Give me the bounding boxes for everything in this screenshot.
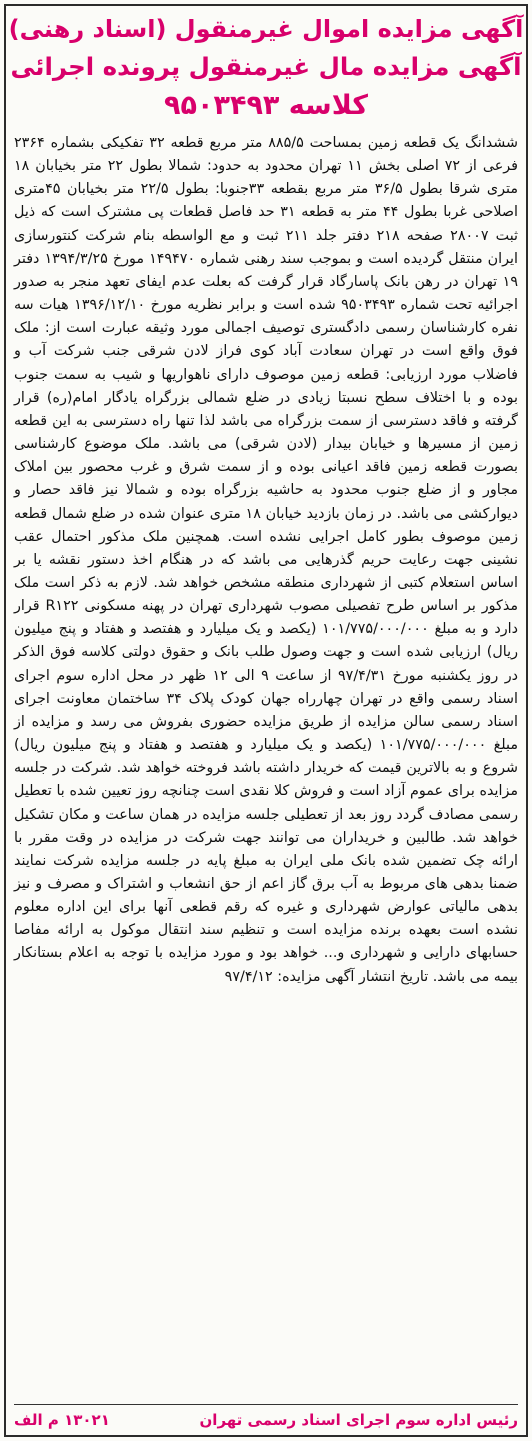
case-number: کلاسه ۹۵۰۳۴۹۳ [164, 90, 368, 121]
notice-title: آگهی مزایده اموال غیرمنقول (اسناد رهنی) [8, 15, 524, 43]
notice-body: ششدانگ یک قطعه زمین بمساحت ۸۸۵/۵ متر مربع قطعه ۳۲ تفکیکی بشماره ۲۳۶۴ فرعی از ۷۲ اصلی بخش ۱۱ تهران محدود به حدود: شمالا بطول ۲۲ متر بخیابان ۱۸ متری شرقا بطول ۳۶/۵ متر مربع بقطعه ۳۳جنوبا: بطول ۲۲/۵ متر بخیابان ۴۵متری اصلاحی غربا بطول ۴۴ متر به قطعه ۳۱ حد فاصل قطعات پی مشترک است که ذیل ثبت ۲۸۰۰۷ صفحه ۲۱۸ دفتر جلد ۲۱۱ ثبت و مع الواسطه بنام شرکت کنتورسازی ایران منتقل گردیده است و بموجب سند رهنی شماره ۱۴۹۴۷۰ مورخ ۱۳۹۴/۳/۲۵ دفتر ۱۹ تهران در رهن بانک پاسارگاد قرار گرفت که بعلت عدم ایفای تعهد منجر به صدور اجرائیه تحت شماره ۹۵۰۳۴۹۳ شده است و برابر نظریه مورخ ۱۳۹۶/۱۲/۱۰ هیات سه نفره کارشناسان رسمی دادگستری توصیف اجمالی مورد وثیقه عبارت است از: ملک فوق واقع است در تهران سعادت آباد کوی فراز لادن شرقی جنب شرکت آب و فاضلاب مورد ارزیابی: قطعه زمین موصوف دارای ناهواریها و شیب به سمت جنوب بوده و با اختلاف سطح نسبتا زیادی در ضلع شمالی بزرگراه یادگار امام(ره) قرار گرفته و فاقد دسترسی از سمت بزرگراه می باشد لذا تنها راه دسترسی به این قطعه زمین از مسیرها و خیابان بیدار (لادن شرقی) می باشد. ملک موضوع کارشناسی بصورت قطعه زمین فاقد اعیانی بوده و از سمت شرق و غرب محصور بین املاک مجاور و از ضلع جنوب محدود به حاشیه بزرگراه بوده و شمالا نیز فاقد حصار و دیوارکشی می باشد. در زمان بازدید خیابان ۱۸ متری عنوان شده در ضلع شمال قطعه زمین موصوف بطور کامل اجرایی نشده است. همچنین ملک مذکور احتمال عقب نشینی جهت رعایت حریم گذرهایی می باشد که در هنگام اخذ دستور نقشه یا بر اساس استعلام کتبی از شهرداری منطقه مشخص خواهد شد. لازم به ذکر است ملک مذکور بر اساس طرح تفصیلی مصوب شهرداری تهران در پهنه مسکونی R۱۲۲ قرار دارد و به مبلغ ۱۰۱/۷۷۵/۰۰۰/۰۰۰ (یکصد و یک میلیارد و هفتصد و هفتاد و پنج میلیون ریال) ارزیابی شده است و جهت وصول طلب بانک و حقوق دولتی کلاسه فوق الذکر در روز یکشنبه مورخ ۹۷/۴/۳۱ از ساعت ۹ الی ۱۲ ظهر در محل اداره سوم اجرای اسناد رسمی واقع در تهران چهارراه جهان کودک پلاک ۳۴ ساختمان معاونت اجرای اسناد رسمی سالن مزایده از طریق مزایده حضوری بفروش می رسد و مزایده از مبلغ ۱۰۱/۷۷۵/۰۰۰/۰۰۰ (یکصد و یک میلیارد و هفتصد و هفتاد و پنج میلیون ریال) شروع و به بالاترین قیمت که خریدار داشته باشد فروخته خواهد شد. شرکت در جلسه مزایده برای عموم آزاد است و فروش کلا نقدی است چنانچه روز تعیین شده با تعطیل رسمی مصادف گردد روز بعد از تعطیلی جلسه مزایده در همان ساعت و مکان تشکیل خواهد شد. طالبین و خریداران می توانند جهت شرکت در مزایده در وقت مقرر با ارائه چک تضمین شده بانک ملی ایران به مبلغ پایه در جلسه مزایده شرکت نمایند ضمنا بدهی های مربوط به آب برق گاز اعم از حق انشعاب و اشتراک و مصرف و نیز بدهی مالیاتی عوارض شهرداری و غیره که رقم قطعی آنها برای این اداره معلوم نشده است بعهده برنده مزایده است و تنظیم سند انتقال موکول به ارائه مفاصا حسابهای دارایی و شهرداری و... خواهد بود و مورد مزایده با توجه به اعلام بستانکار بیمه می باشد. تاریخ انتشار آگهی مزایده: ۹۷/۴/۱۲ [14, 135, 518, 985]
reference-code: ۱۳۰۲۱ م الف [14, 1411, 110, 1429]
notice-footer [14, 1404, 518, 1429]
signature-line: رئیس اداره سوم اجرای اسناد رسمی تهران [199, 1411, 518, 1429]
notice-subtitle: آگهی مزایده مال غیرمنقول پرونده اجرائی [10, 52, 522, 81]
notice-header [8, 10, 524, 126]
